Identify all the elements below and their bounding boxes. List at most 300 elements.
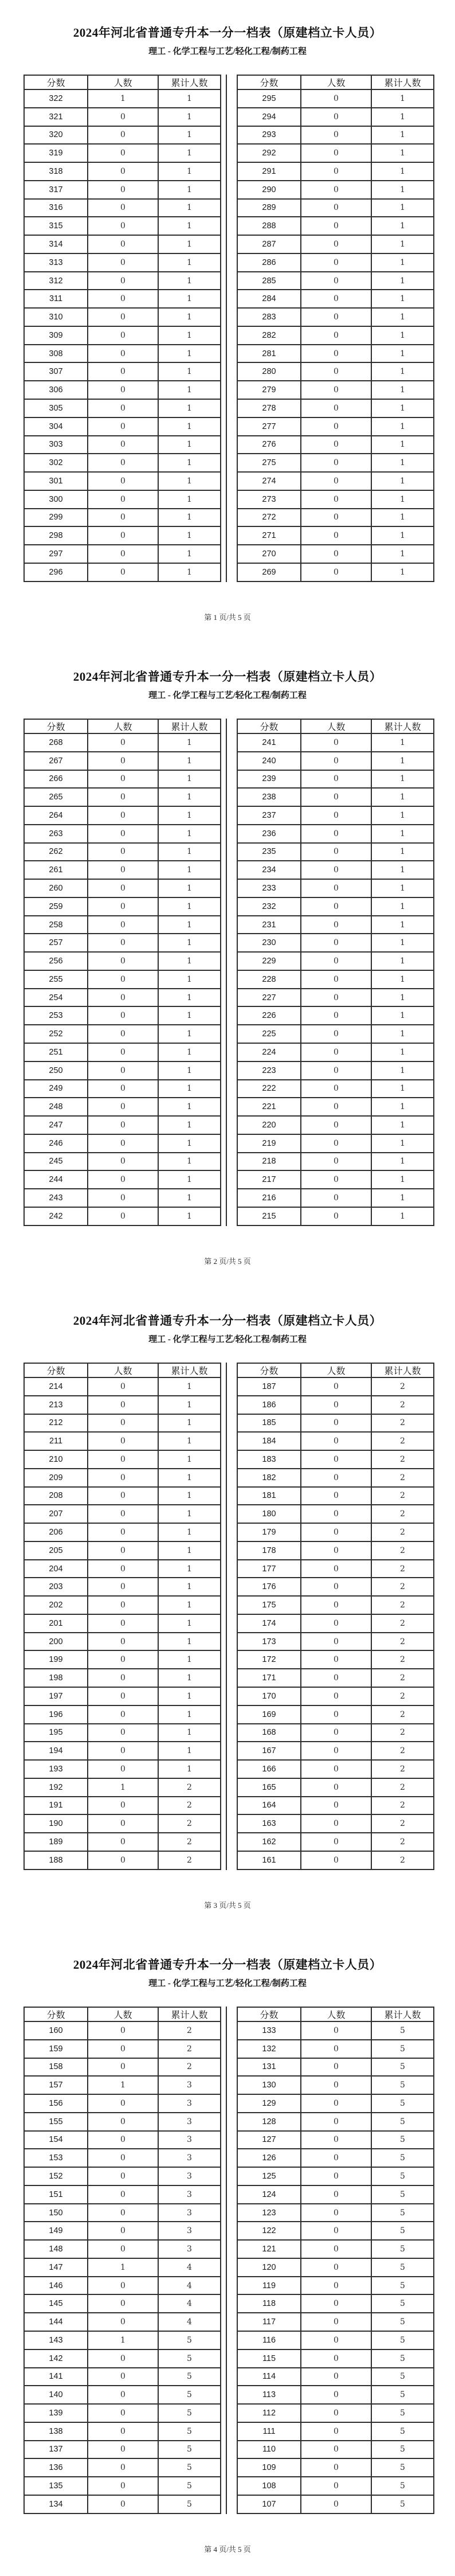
count-cell: 0 xyxy=(88,825,158,843)
cumulative-cell: 1 xyxy=(371,752,434,770)
cumulative-cell: 5 xyxy=(158,2441,221,2459)
cumulative-cell: 1 xyxy=(371,1043,434,1061)
cumulative-cell: 1 xyxy=(371,806,434,825)
count-cell: 0 xyxy=(88,272,158,290)
score-row xyxy=(237,545,434,563)
score-row xyxy=(24,345,221,363)
score-row xyxy=(24,1043,221,1061)
score-row xyxy=(24,1705,221,1724)
count-cell: 0 xyxy=(88,217,158,235)
score-row xyxy=(237,436,434,454)
count-cell: 0 xyxy=(301,2149,371,2167)
score-row xyxy=(24,108,221,126)
score-row xyxy=(237,2222,434,2240)
count-cell: 0 xyxy=(301,2094,371,2113)
column-header: 分数 xyxy=(237,75,301,89)
page-number: 第 1 页/共 5 页 xyxy=(204,613,251,622)
count-cell: 0 xyxy=(301,2294,371,2313)
score-cell: 272 xyxy=(237,509,301,527)
score-cell: 263 xyxy=(24,825,88,843)
score-cell: 123 xyxy=(237,2204,301,2222)
column-header: 分数 xyxy=(24,75,88,89)
score-row xyxy=(237,2422,434,2441)
score-row xyxy=(237,2294,434,2313)
count-cell: 0 xyxy=(301,2131,371,2149)
score-cell: 184 xyxy=(237,1432,301,1450)
score-cell: 203 xyxy=(24,1578,88,1596)
count-cell: 0 xyxy=(301,2240,371,2258)
score-cell: 142 xyxy=(24,2349,88,2368)
cumulative-cell: 5 xyxy=(158,2422,221,2441)
count-cell: 0 xyxy=(301,399,371,417)
score-cell: 215 xyxy=(237,1207,301,1225)
cumulative-cell: 1 xyxy=(158,436,221,454)
score-cell: 236 xyxy=(237,825,301,843)
score-row xyxy=(24,235,221,253)
cumulative-cell: 5 xyxy=(371,2113,434,2131)
count-cell: 0 xyxy=(88,1669,158,1687)
score-row xyxy=(24,1560,221,1578)
count-cell: 0 xyxy=(301,2331,371,2349)
score-row xyxy=(237,253,434,272)
score-cell: 254 xyxy=(24,989,88,1007)
score-cell: 180 xyxy=(237,1505,301,1523)
cumulative-cell: 2 xyxy=(371,1833,434,1851)
score-row xyxy=(237,897,434,916)
cumulative-cell: 2 xyxy=(371,1414,434,1433)
score-row xyxy=(24,989,221,1007)
count-cell: 0 xyxy=(301,1098,371,1116)
score-row xyxy=(237,1560,434,1578)
count-cell: 0 xyxy=(88,1687,158,1705)
count-cell: 0 xyxy=(301,970,371,989)
score-cell: 317 xyxy=(24,181,88,199)
count-cell: 0 xyxy=(301,2495,371,2513)
score-cell: 148 xyxy=(24,2240,88,2258)
column-header: 累计人数 xyxy=(158,2007,221,2021)
count-cell: 0 xyxy=(88,2422,158,2441)
score-cell: 286 xyxy=(237,253,301,272)
count-cell: 0 xyxy=(88,1505,158,1523)
cumulative-cell: 5 xyxy=(371,2404,434,2422)
cumulative-cell: 1 xyxy=(371,934,434,952)
score-row xyxy=(237,2131,434,2149)
score-cell: 222 xyxy=(237,1080,301,1098)
count-cell: 0 xyxy=(301,1797,371,1815)
score-cell: 129 xyxy=(237,2094,301,2113)
score-row xyxy=(24,1377,221,1396)
count-cell: 1 xyxy=(88,2076,158,2094)
score-cell: 275 xyxy=(237,454,301,472)
score-cell: 250 xyxy=(24,1061,88,1080)
cumulative-cell: 1 xyxy=(158,788,221,806)
cumulative-cell: 5 xyxy=(158,2386,221,2404)
score-cell: 316 xyxy=(24,199,88,217)
count-cell: 0 xyxy=(301,861,371,879)
column-header: 人数 xyxy=(88,75,158,89)
count-cell: 0 xyxy=(301,1669,371,1687)
count-cell: 0 xyxy=(88,1541,158,1560)
count-cell: 0 xyxy=(88,509,158,527)
count-cell: 0 xyxy=(301,2040,371,2058)
count-cell: 0 xyxy=(301,1523,371,1541)
count-cell: 0 xyxy=(301,417,371,436)
cumulative-cell: 1 xyxy=(158,345,221,363)
header-row xyxy=(24,719,221,733)
cumulative-cell: 2 xyxy=(371,1432,434,1450)
cumulative-cell: 2 xyxy=(371,1450,434,1469)
score-row xyxy=(24,1578,221,1596)
count-cell: 0 xyxy=(88,345,158,363)
score-cell: 321 xyxy=(24,108,88,126)
cumulative-cell: 1 xyxy=(158,490,221,509)
cumulative-cell: 5 xyxy=(371,2076,434,2094)
score-cell: 176 xyxy=(237,1578,301,1596)
count-cell: 0 xyxy=(301,1760,371,1778)
score-row xyxy=(24,879,221,897)
cumulative-cell: 1 xyxy=(371,989,434,1007)
score-row xyxy=(24,1116,221,1134)
score-cell: 193 xyxy=(24,1760,88,1778)
count-cell: 0 xyxy=(301,235,371,253)
score-row xyxy=(237,2058,434,2077)
score-cell: 283 xyxy=(237,308,301,326)
score-row xyxy=(24,1487,221,1505)
cumulative-cell: 5 xyxy=(371,2185,434,2204)
score-row xyxy=(237,217,434,235)
count-cell: 0 xyxy=(301,490,371,509)
score-cell: 225 xyxy=(237,1025,301,1043)
score-row xyxy=(24,843,221,861)
score-row xyxy=(24,1596,221,1614)
score-row xyxy=(24,2441,221,2459)
count-cell: 0 xyxy=(301,1778,371,1797)
cumulative-cell: 1 xyxy=(158,752,221,770)
score-row xyxy=(24,2021,221,2040)
count-cell: 0 xyxy=(88,1705,158,1724)
score-row xyxy=(237,825,434,843)
count-cell: 0 xyxy=(301,1650,371,1669)
score-cell: 238 xyxy=(237,788,301,806)
cumulative-cell: 1 xyxy=(158,1596,221,1614)
score-row xyxy=(24,89,221,108)
count-cell: 0 xyxy=(88,752,158,770)
score-cell: 134 xyxy=(24,2495,88,2513)
cumulative-cell: 1 xyxy=(158,563,221,581)
count-cell: 0 xyxy=(301,108,371,126)
left-score-table xyxy=(23,75,221,582)
count-cell: 0 xyxy=(301,934,371,952)
score-row xyxy=(24,1080,221,1098)
cumulative-cell: 2 xyxy=(158,1833,221,1851)
cumulative-cell: 2 xyxy=(371,1797,434,1815)
score-cell: 108 xyxy=(237,2477,301,2495)
column-header: 累计人数 xyxy=(158,1363,221,1377)
cumulative-cell: 1 xyxy=(158,1614,221,1633)
count-cell: 0 xyxy=(88,126,158,145)
score-cell: 221 xyxy=(237,1098,301,1116)
score-cell: 190 xyxy=(24,1814,88,1833)
cumulative-cell: 2 xyxy=(158,2040,221,2058)
score-row xyxy=(237,1523,434,1541)
score-row xyxy=(24,806,221,825)
score-row xyxy=(24,1134,221,1153)
cumulative-cell: 1 xyxy=(158,879,221,897)
score-row xyxy=(237,1797,434,1815)
cumulative-cell: 1 xyxy=(158,916,221,934)
score-cell: 235 xyxy=(237,843,301,861)
score-row xyxy=(24,2167,221,2185)
score-cell: 198 xyxy=(24,1669,88,1687)
score-cell: 227 xyxy=(237,989,301,1007)
cumulative-cell: 5 xyxy=(371,2422,434,2441)
page-title: 2024年河北省普通专升本一分一档表（原建档立卡人员） xyxy=(73,26,382,40)
score-row xyxy=(24,2149,221,2167)
cumulative-cell: 2 xyxy=(371,1560,434,1578)
score-row xyxy=(237,162,434,181)
score-row xyxy=(237,2240,434,2258)
cumulative-cell: 1 xyxy=(158,806,221,825)
cumulative-cell: 1 xyxy=(371,1098,434,1116)
score-cell: 171 xyxy=(237,1669,301,1687)
right-score-table xyxy=(237,1363,434,1870)
cumulative-cell: 1 xyxy=(158,1505,221,1523)
score-cell: 259 xyxy=(24,897,88,916)
cumulative-cell: 1 xyxy=(371,162,434,181)
count-cell: 0 xyxy=(301,1207,371,1225)
cumulative-cell: 1 xyxy=(158,1578,221,1596)
cumulative-cell: 2 xyxy=(371,1487,434,1505)
count-cell: 0 xyxy=(301,1505,371,1523)
score-cell: 125 xyxy=(237,2167,301,2185)
count-cell: 0 xyxy=(88,1614,158,1633)
count-cell: 0 xyxy=(88,1742,158,1760)
cumulative-cell: 1 xyxy=(371,381,434,399)
score-cell: 165 xyxy=(237,1778,301,1797)
count-cell: 0 xyxy=(301,2349,371,2368)
cumulative-cell: 1 xyxy=(371,1189,434,1207)
count-cell: 0 xyxy=(301,1742,371,1760)
count-cell: 0 xyxy=(88,2185,158,2204)
count-cell: 0 xyxy=(301,1633,371,1651)
cumulative-cell: 1 xyxy=(158,934,221,952)
score-row xyxy=(24,1153,221,1171)
count-cell: 0 xyxy=(301,1814,371,1833)
count-cell: 0 xyxy=(301,509,371,527)
score-cell: 239 xyxy=(237,770,301,789)
cumulative-cell: 1 xyxy=(158,381,221,399)
page-number: 第 4 页/共 5 页 xyxy=(204,2545,251,2554)
count-cell: 0 xyxy=(301,2021,371,2040)
score-row xyxy=(237,2021,434,2040)
score-row xyxy=(237,2386,434,2404)
score-cell: 299 xyxy=(24,509,88,527)
score-row xyxy=(24,2131,221,2149)
score-row xyxy=(24,2094,221,2113)
score-cell: 183 xyxy=(237,1450,301,1469)
score-cell: 126 xyxy=(237,2149,301,2167)
score-cell: 251 xyxy=(24,1043,88,1061)
score-cell: 111 xyxy=(237,2422,301,2441)
cumulative-cell: 1 xyxy=(158,1116,221,1134)
score-cell: 167 xyxy=(237,1742,301,1760)
count-cell: 0 xyxy=(88,545,158,563)
score-row xyxy=(237,752,434,770)
score-cell: 161 xyxy=(237,1851,301,1869)
score-cell: 303 xyxy=(24,436,88,454)
cumulative-cell: 1 xyxy=(371,326,434,345)
count-cell: 0 xyxy=(301,1705,371,1724)
cumulative-cell: 3 xyxy=(158,2094,221,2113)
score-cell: 274 xyxy=(237,472,301,490)
score-row xyxy=(237,1207,434,1225)
cumulative-cell: 1 xyxy=(158,108,221,126)
score-cell: 290 xyxy=(237,181,301,199)
score-cell: 187 xyxy=(237,1377,301,1396)
count-cell: 0 xyxy=(301,1833,371,1851)
score-row xyxy=(24,1061,221,1080)
score-row xyxy=(237,308,434,326)
cumulative-cell: 1 xyxy=(371,1170,434,1189)
cumulative-cell: 1 xyxy=(371,1116,434,1134)
score-cell: 144 xyxy=(24,2313,88,2331)
cumulative-cell: 1 xyxy=(158,1061,221,1080)
count-cell: 0 xyxy=(301,1432,371,1450)
score-row xyxy=(237,2258,434,2277)
cumulative-cell: 5 xyxy=(371,2040,434,2058)
score-row xyxy=(24,970,221,989)
cumulative-cell: 1 xyxy=(371,272,434,290)
score-row xyxy=(24,1450,221,1469)
header-row xyxy=(24,1363,221,1377)
count-cell: 0 xyxy=(88,2021,158,2040)
score-row xyxy=(24,563,221,581)
score-cell: 208 xyxy=(24,1487,88,1505)
count-cell: 0 xyxy=(88,1061,158,1080)
score-cell: 179 xyxy=(237,1523,301,1541)
score-row xyxy=(237,1724,434,1742)
score-row xyxy=(237,1814,434,1833)
count-cell: 0 xyxy=(301,526,371,545)
column-header: 分数 xyxy=(237,2007,301,2021)
header-row xyxy=(237,2007,434,2021)
cumulative-cell: 2 xyxy=(371,1541,434,1560)
score-row xyxy=(237,509,434,527)
cumulative-cell: 1 xyxy=(371,733,434,752)
cumulative-cell: 1 xyxy=(371,181,434,199)
score-row xyxy=(237,843,434,861)
column-header: 累计人数 xyxy=(158,75,221,89)
count-cell: 0 xyxy=(88,417,158,436)
cumulative-cell: 1 xyxy=(158,1523,221,1541)
score-row xyxy=(237,199,434,217)
score-row xyxy=(24,1669,221,1687)
cumulative-cell: 5 xyxy=(371,2167,434,2185)
count-cell: 0 xyxy=(301,952,371,970)
count-cell: 0 xyxy=(88,290,158,308)
score-row xyxy=(237,2113,434,2131)
count-cell: 0 xyxy=(301,1541,371,1560)
score-cell: 245 xyxy=(24,1153,88,1171)
count-cell: 0 xyxy=(88,381,158,399)
score-cell: 252 xyxy=(24,1025,88,1043)
count-cell: 0 xyxy=(88,1814,158,1833)
count-cell: 0 xyxy=(88,2368,158,2386)
score-cell: 192 xyxy=(24,1778,88,1797)
cumulative-cell: 1 xyxy=(158,454,221,472)
score-row xyxy=(24,1760,221,1778)
score-cell: 107 xyxy=(237,2495,301,2513)
score-row xyxy=(24,2113,221,2131)
cumulative-cell: 2 xyxy=(158,1778,221,1797)
count-cell: 0 xyxy=(301,1025,371,1043)
score-row xyxy=(24,1650,221,1669)
score-row xyxy=(24,1189,221,1207)
score-cell: 174 xyxy=(237,1614,301,1633)
score-cell: 182 xyxy=(237,1469,301,1487)
score-cell: 216 xyxy=(237,1189,301,1207)
score-cell: 189 xyxy=(24,1833,88,1851)
tables-area xyxy=(0,719,455,1226)
score-cell: 206 xyxy=(24,1523,88,1541)
score-cell: 271 xyxy=(237,526,301,545)
score-cell: 306 xyxy=(24,381,88,399)
score-row xyxy=(237,1061,434,1080)
score-cell: 154 xyxy=(24,2131,88,2149)
score-row xyxy=(237,144,434,162)
count-cell: 0 xyxy=(88,1098,158,1116)
count-cell: 0 xyxy=(88,1487,158,1505)
score-row xyxy=(24,490,221,509)
cumulative-cell: 5 xyxy=(371,2021,434,2040)
cumulative-cell: 2 xyxy=(158,2021,221,2040)
score-cell: 229 xyxy=(237,952,301,970)
score-row xyxy=(24,2331,221,2349)
cumulative-cell: 5 xyxy=(371,2331,434,2349)
score-cell: 277 xyxy=(237,417,301,436)
score-row xyxy=(237,970,434,989)
score-row xyxy=(237,1633,434,1651)
count-cell: 0 xyxy=(88,1560,158,1578)
score-row xyxy=(237,806,434,825)
cumulative-cell: 5 xyxy=(371,2441,434,2459)
cumulative-cell: 5 xyxy=(371,2204,434,2222)
cumulative-cell: 2 xyxy=(158,2058,221,2077)
cumulative-cell: 5 xyxy=(371,2386,434,2404)
score-row xyxy=(24,1851,221,1869)
count-cell: 0 xyxy=(88,2094,158,2113)
count-cell: 0 xyxy=(88,2441,158,2459)
score-cell: 284 xyxy=(237,290,301,308)
count-cell: 0 xyxy=(88,1006,158,1025)
count-cell: 0 xyxy=(88,2058,158,2077)
count-cell: 0 xyxy=(301,345,371,363)
cumulative-cell: 1 xyxy=(158,1687,221,1705)
cumulative-cell: 5 xyxy=(158,2495,221,2513)
count-cell: 0 xyxy=(301,1061,371,1080)
tables-area xyxy=(0,1363,455,1870)
score-row xyxy=(24,1778,221,1797)
cumulative-cell: 2 xyxy=(371,1687,434,1705)
score-cell: 159 xyxy=(24,2040,88,2058)
count-cell: 0 xyxy=(301,1170,371,1189)
score-cell: 248 xyxy=(24,1098,88,1116)
score-row xyxy=(237,916,434,934)
cumulative-cell: 1 xyxy=(371,526,434,545)
column-header: 人数 xyxy=(301,75,371,89)
count-cell: 0 xyxy=(88,2477,158,2495)
header-row xyxy=(24,2007,221,2021)
